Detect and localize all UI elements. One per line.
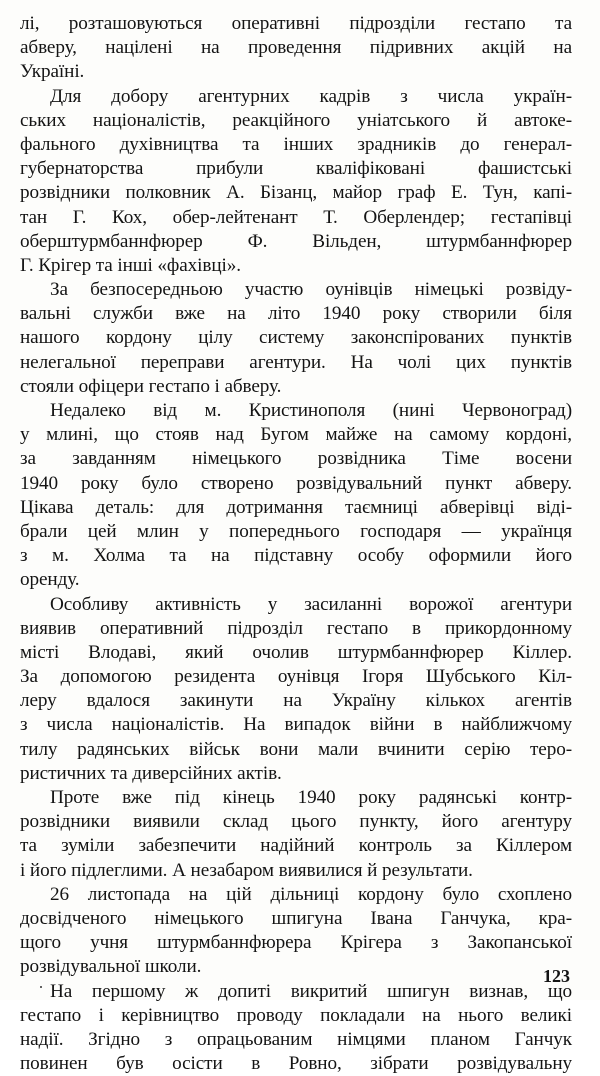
text-line: губернаторства прибули кваліфіковані фашистські [20,158,572,180]
text-line: нелегальної переправи агентури. На чолі цих пунктів [20,351,572,373]
text-line: Цікава деталь: для дотримання таємниці абверівці віді- [20,496,572,518]
body-text [20,12,572,1076]
text-line: фального духівництва та інших зрадників до генерал- [20,133,572,155]
page-number: 123 [543,966,570,986]
text-line: розвідувальної школи. [20,956,202,978]
text-line: За допомогою резидента оунівця Ігоря Шубського Кіл- [20,666,572,688]
text-line: тилу радянських військ вони мали вчинити серію теро- [20,738,572,760]
text-line: виявив оперативний підрозділ гестапо в прикордонному [20,617,572,639]
text-line: На першому ж допиті викритий шпигун визнав, що [50,980,572,1002]
text-line: з числа націоналістів. На випадок війни в найближчому [20,714,572,736]
text-line: з м. Холма та на підставну особу оформили його [20,545,572,567]
text-line: у млині, що стояв над Бугом майже на самому кордоні, [20,424,572,446]
text-line: Недалеко від м. Кристинополя (нині Червоноград) [50,400,572,421]
text-line: Для добору агентурних кадрів з числа україн- [50,85,572,107]
text-line: оберштурмбаннфюрер Ф. Вільден, штурмбаннфюрер [20,230,572,252]
text-line: за завданням німецького розвідника Тіме восени [20,448,572,470]
text-line: місті Влодаві, який очолив штурмбаннфюрер Кіллер. [20,641,572,663]
text-line: і його підлеглими. А незабаром виявилися й результати. [20,859,473,881]
text-line: щого учня штурмбаннфюрера Крігера з Закопанської [20,932,572,954]
text-line: леру вдалося закинути на Україну кількох агентів [20,690,572,712]
text-line: Україні. [20,61,85,83]
text-line: надії. Згідно з опрацьованим німцями планом Ганчук [20,1028,572,1050]
text-line: досвідченого німецького шпигуна Івана Ганчука, кра- [20,907,572,929]
text-line: розвідники полковник А. Бізанц, майор граф Е. Тун, капі- [20,182,572,204]
text-line: та зуміли забезпечити надійний контроль за Кіллером [20,835,572,857]
text-line: оренду. [20,569,80,591]
text-line: стояли офіцери гестапо і абверу. [20,375,282,397]
text-line: повинен був осісти в Ровно, зібрати розвідувальну [20,1053,572,1075]
text-line: Особливу активність у засиланні ворожої агентури [50,593,572,615]
text-line: Проте вже під кінець 1940 року радянські контр- [50,787,572,808]
text-line: абверу, націлені на проведення підривних акцій на [20,37,572,59]
text-line: За безпосередньою участю оунівців німецькі розвіду- [50,279,572,301]
text-line: вальні служби вже на літо 1940 року створили біля [20,303,572,325]
text-line: брали цей млин у попереднього господаря — українця [20,520,572,542]
text-line: 1940 року було створено розвідувальний пункт абверу. [20,472,572,494]
text-line: лі, розташовуються оперативні підрозділи гестапо та [20,13,572,34]
text-line: ських націоналістів, реакційного уніатського й автоке- [20,109,572,131]
text-line: нашого кордону цілу систему законспірованих пунктів [20,327,572,349]
text-line: ристичних та диверсійних актів. [20,762,282,784]
print-speck [40,986,42,988]
text-line: 26 листопада на цій дільниці кордону було схоплено [50,883,572,905]
text-line: гестапо і керівництво проводу покладали на нього великі [20,1004,572,1026]
text-line: тан Г. Кох, обер-лейтенант Т. Оберлендер; гестапівці [20,206,572,228]
text-line: Г. Крігер та інші «фахівці». [20,254,241,276]
text-line: розвідники виявили склад цього пункту, його агентуру [20,811,572,833]
